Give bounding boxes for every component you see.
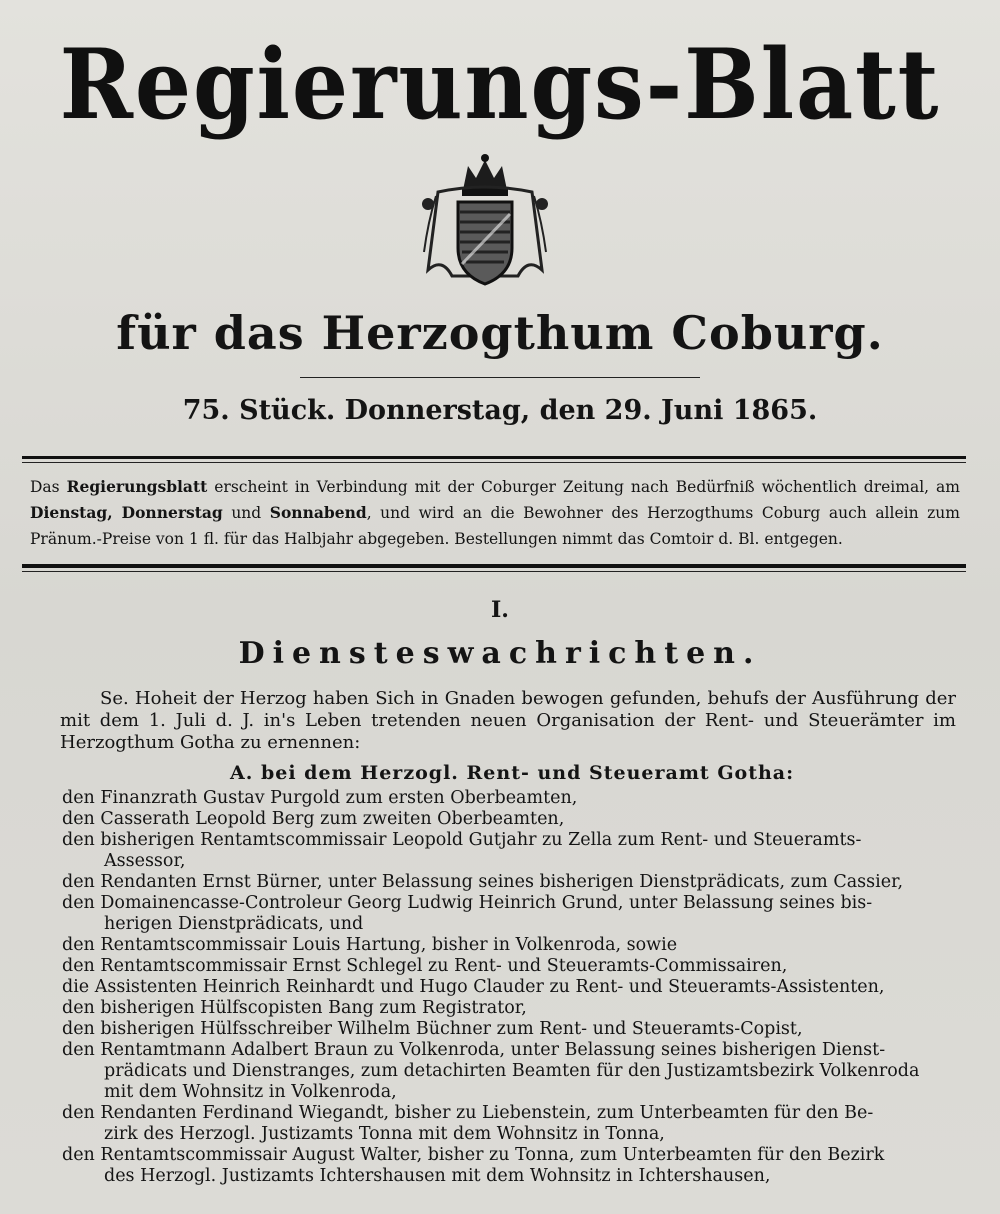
list-item-continuation: Assessor, <box>104 851 186 871</box>
list-item-text: den bisherigen Rentamtscommissair Leopold Gutjahr zu Zella zum Rent- und Steueramts- <box>62 830 862 850</box>
list-item <box>62 893 958 935</box>
notice-text: und <box>222 504 270 522</box>
divider <box>300 377 700 378</box>
list-item-text: den Rendanten Ferdinand Wiegandt, bisher zu Liebenstein, zum Unterbeamten für den Be- <box>62 1103 874 1123</box>
subscription-notice <box>30 474 960 552</box>
list-item-text: den Rentamtscommissair August Walter, bisher zu Tonna, zum Unterbeamten für den Bezirk <box>62 1145 885 1165</box>
list-item <box>62 956 958 977</box>
section-title: Diensteswachrichten. <box>238 636 762 671</box>
masthead <box>0 30 1000 140</box>
list-item <box>62 977 958 998</box>
section-number: I. <box>491 597 509 623</box>
list-item <box>62 1040 958 1103</box>
list-item <box>62 1019 958 1040</box>
notice-text-bold: Sonnabend <box>269 503 367 522</box>
list-item-text: den Finanzrath Gustav Purgold zum ersten Oberbeamten, <box>62 788 578 808</box>
masthead-subtitle: für das Herzogthum Coburg. <box>116 306 884 360</box>
list-item-text: den Domainencasse-Controleur Georg Ludwig Heinrich Grund, unter Belassung seines bis- <box>62 893 873 913</box>
divider <box>22 462 966 463</box>
list-item-continuation: mit dem Wohnsitz in Volkenroda, <box>104 1082 397 1102</box>
coat-of-arms-icon <box>418 152 552 302</box>
notice-text-bold: Regierungsblatt <box>66 477 208 496</box>
divider <box>22 456 966 459</box>
list-item-text: den Rentamtscommissair Ernst Schlegel zu Rent- und Steueramts-Commissairen, <box>62 956 788 976</box>
masthead-title: Regierungs-Blatt <box>59 28 941 141</box>
notice-text: erscheint in Verbindung mit der Coburger Zeitung nach Bedürfniß wöchentlich dreimal, am <box>207 478 960 496</box>
appointments-list <box>62 788 958 1187</box>
list-item-text: den bisherigen Hülfscopisten Bang zum Registrator, <box>62 998 527 1018</box>
intro-text: Se. Hoheit der Herzog haben Sich in Gnaden bewogen gefunden, behufs der Ausführung der mit dem 1. Juli d. J. in's Leben tretenden neuen Organisation der Rent- und Steuerämter im Herzogthum Gotha zu ernennen: <box>60 688 956 753</box>
list-item-text: den Casserath Leopold Berg zum zweiten Oberbeamten, <box>62 809 565 829</box>
list-item <box>62 1145 958 1187</box>
list-item-continuation: prädicats und Dienstranges, zum detachirten Beamten für den Justizamtsbezirk Volkenroda <box>104 1061 920 1081</box>
list-item-text: den Rentamtscommissair Louis Hartung, bisher in Volkenroda, sowie <box>62 935 678 955</box>
section-intro <box>60 688 956 754</box>
list-item-continuation: des Herzogl. Justizamts Ichtershausen mit dem Wohnsitz in Ichtershausen, <box>104 1166 771 1186</box>
list-item <box>62 872 958 893</box>
list-item-text: den bisherigen Hülfsschreiber Wilhelm Büchner zum Rent- und Steueramts-Copist, <box>62 1019 803 1039</box>
list-item-text: die Assistenten Heinrich Reinhardt und Hugo Clauder zu Rent- und Steueramts-Assistenten, <box>62 977 885 997</box>
list-item <box>62 830 958 872</box>
list-item-text: den Rendanten Ernst Bürner, unter Belassung seines bisherigen Dienstprädicats, zum Cassier, <box>62 872 904 892</box>
notice-text-bold: Dienstag, Donnerstag <box>30 503 223 522</box>
issue-line: 75. Stück. Donnerstag, den 29. Juni 1865. <box>182 395 818 426</box>
list-item-continuation: zirk des Herzogl. Justizamts Tonna mit dem Wohnsitz in Tonna, <box>104 1124 665 1144</box>
list-item <box>62 1103 958 1145</box>
subsection-heading: A. bei dem Herzogl. Rent- und Steueramt Gotha: <box>230 762 795 784</box>
list-item-text: den Rentamtmann Adalbert Braun zu Volkenroda, unter Belassung seines bisherigen Dienst- <box>62 1040 886 1060</box>
notice-text: , und wird an die Bewohner des Herzogthums Coburg auch allein zum Pränum.-Preise von 1 fl. für das Halbjahr abgegeben. Bestellungen nimmt das Comtoir d. Bl. entgegen. <box>30 504 960 548</box>
list-item <box>62 998 958 1019</box>
divider <box>22 564 966 568</box>
list-item <box>62 788 958 809</box>
notice-text: Das <box>30 478 67 496</box>
list-item <box>62 809 958 830</box>
list-item <box>62 935 958 956</box>
list-item-continuation: herigen Dienstprädicats, und <box>104 914 364 934</box>
divider <box>22 571 966 572</box>
